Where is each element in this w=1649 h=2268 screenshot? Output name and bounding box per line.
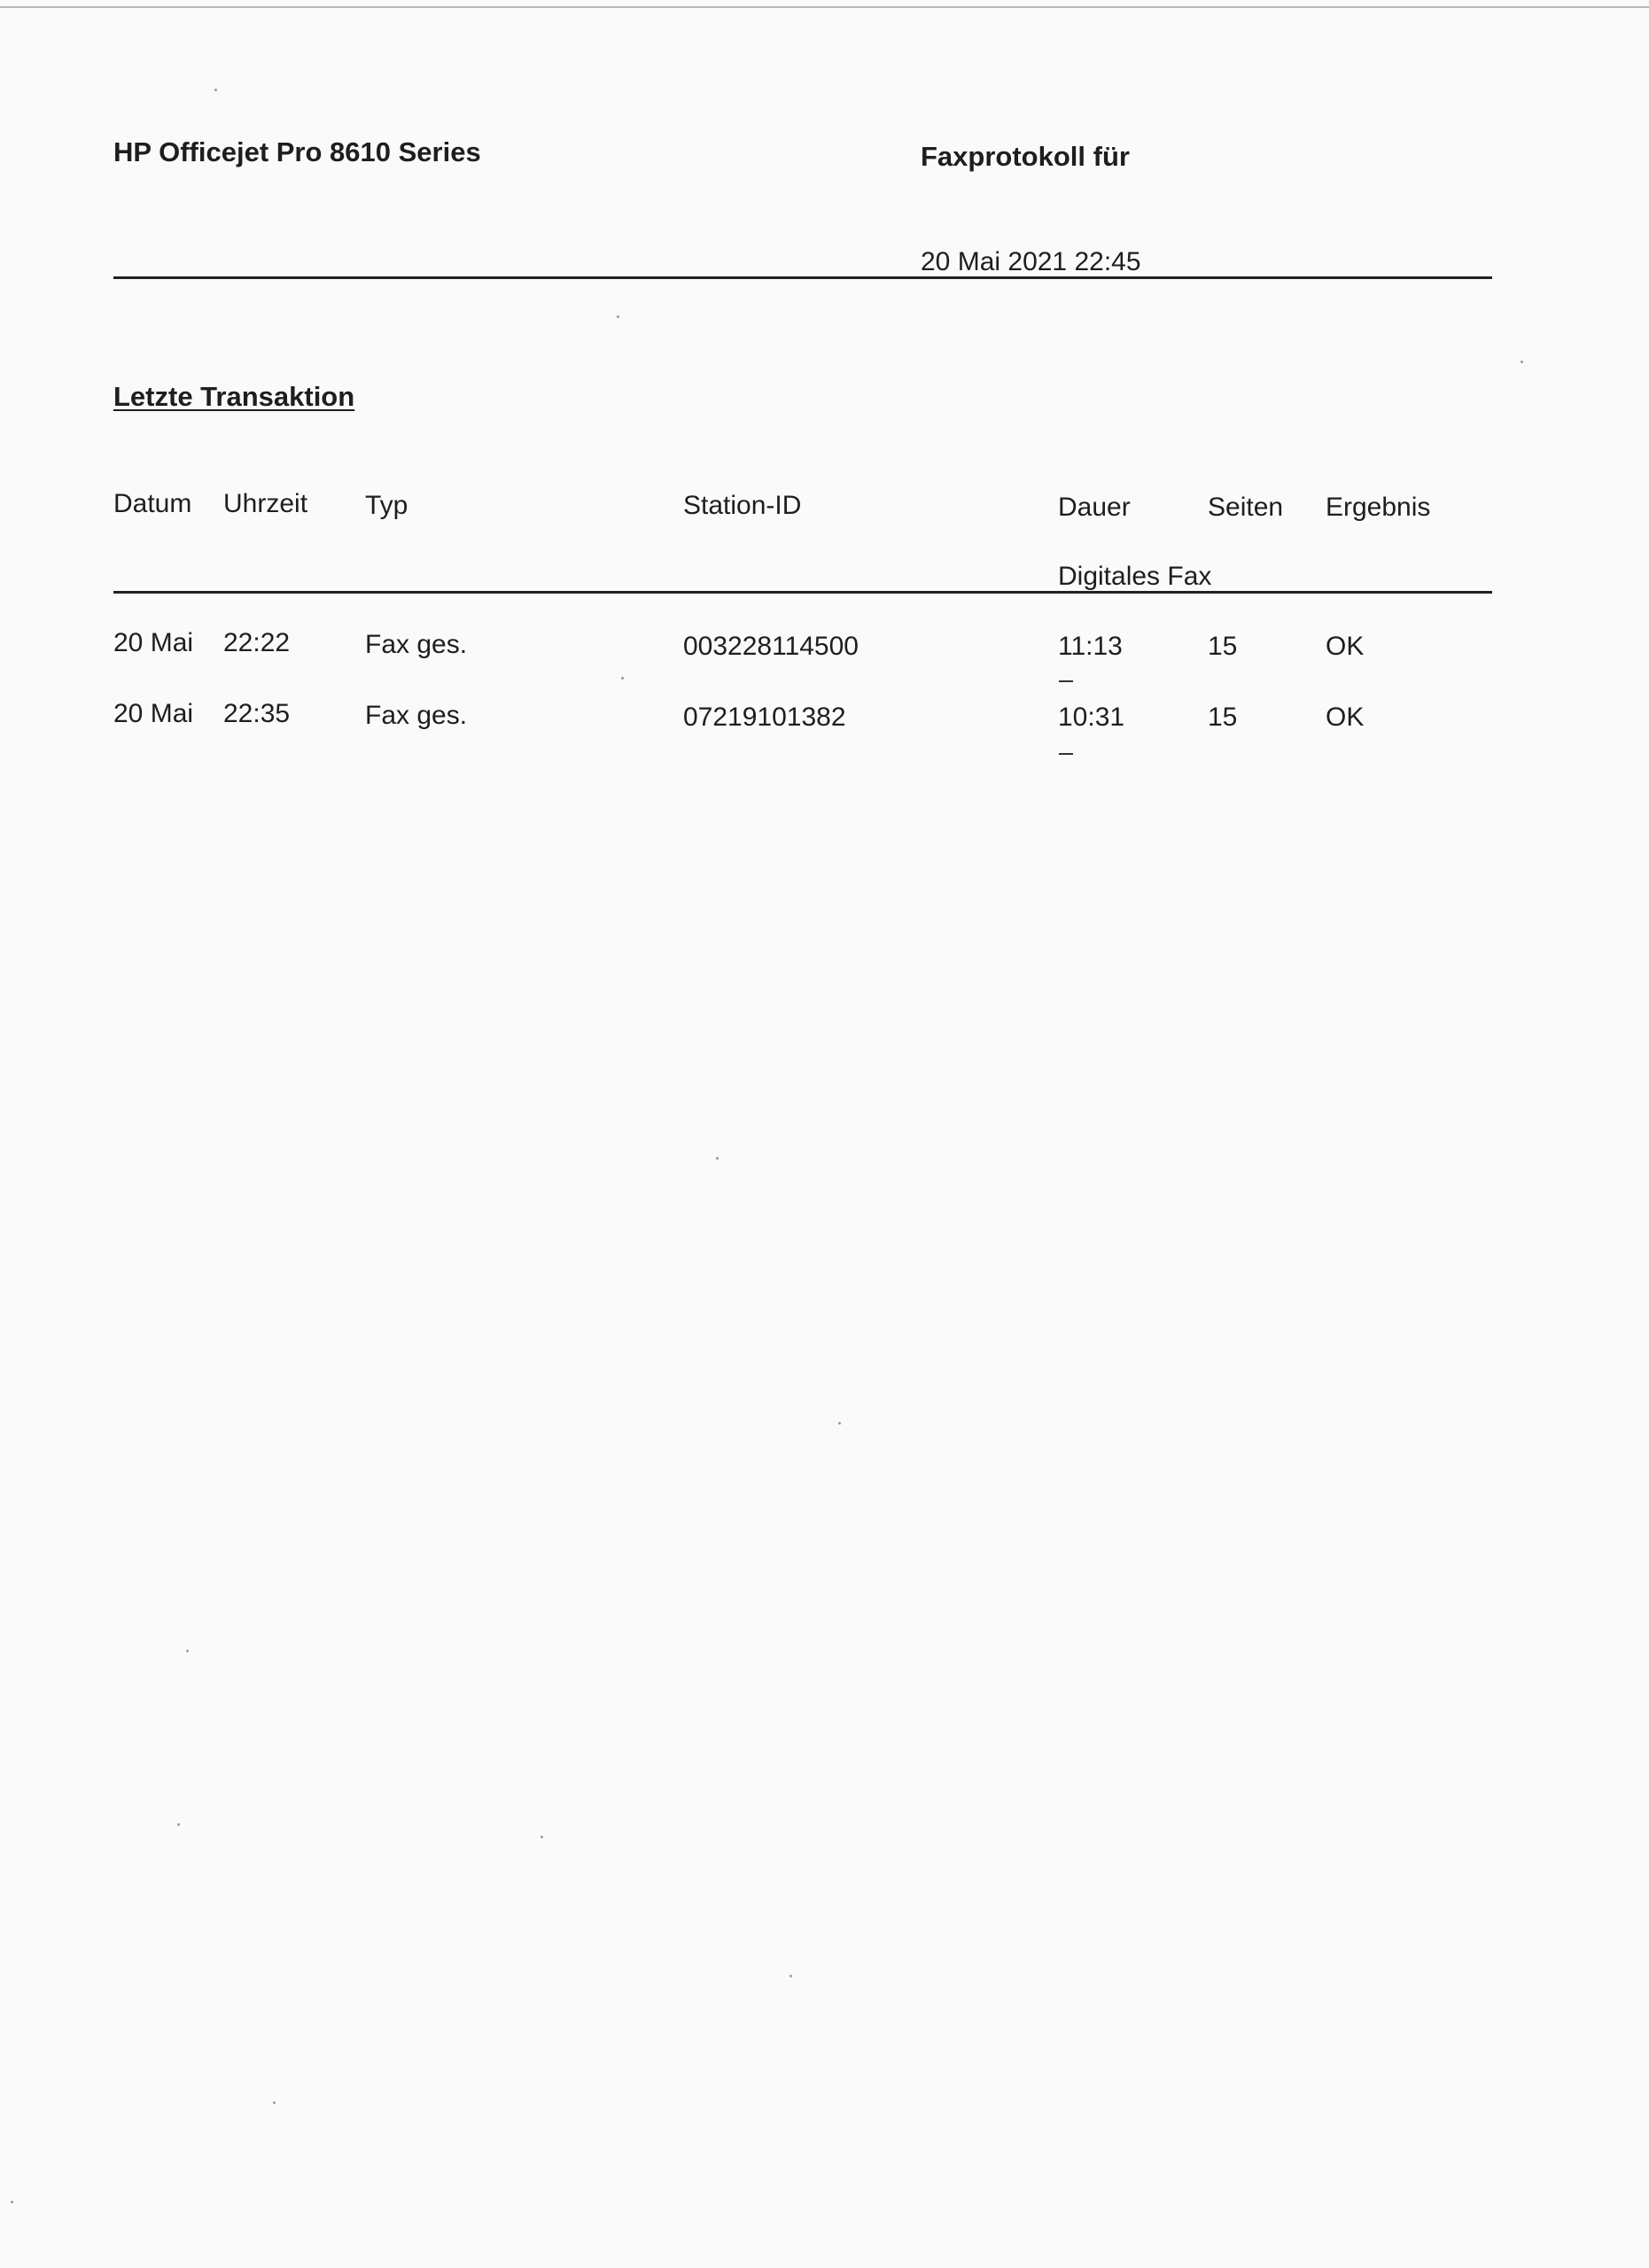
cell-seiten: 15	[1208, 632, 1238, 661]
column-header-datum: Datum	[113, 489, 192, 518]
cell-typ: Fax ges.	[365, 630, 468, 659]
dash-mark	[1059, 753, 1073, 755]
scan-speck	[617, 315, 619, 318]
header-divider	[113, 276, 1492, 279]
scan-speck	[214, 89, 217, 91]
scan-speck	[838, 1422, 841, 1425]
column-header-typ: Typ	[365, 491, 408, 520]
cell-uhrzeit: 22:22	[223, 628, 291, 657]
cell-dauer: 10:31	[1058, 703, 1125, 732]
table-subheader: Digitales Fax	[1058, 562, 1212, 591]
scan-speck	[177, 1823, 180, 1826]
device-name: HP Officejet Pro 8610 Series	[113, 136, 481, 167]
cell-uhrzeit: 22:35	[223, 699, 291, 728]
scan-speck	[716, 1157, 719, 1160]
column-header-uhrzeit: Uhrzeit	[223, 489, 308, 518]
dash-mark	[1059, 680, 1073, 682]
cell-seiten: 15	[1208, 703, 1238, 732]
report-datetime: 20 Mai 2021 22:45	[921, 247, 1141, 276]
scan-speck	[1521, 361, 1523, 363]
scan-speck	[789, 1975, 792, 1977]
column-header-dauer: Dauer	[1058, 493, 1131, 522]
column-header-seiten: Seiten	[1208, 493, 1284, 522]
cell-dauer: 11:13	[1058, 632, 1123, 661]
cell-ergebnis: OK	[1326, 632, 1365, 661]
scan-speck	[541, 1836, 543, 1838]
page-top-edge	[0, 6, 1649, 8]
column-header-station-id: Station-ID	[683, 491, 802, 520]
cell-ergebnis: OK	[1326, 703, 1365, 732]
scan-speck	[621, 677, 624, 680]
scan-speck	[186, 1650, 189, 1652]
scan-speck	[273, 2101, 276, 2104]
scan-speck	[11, 2201, 13, 2203]
cell-station-id: 07219101382	[683, 703, 846, 732]
table-header-divider	[113, 591, 1492, 594]
cell-station-id: 003228114500	[683, 632, 859, 661]
cell-datum: 20 Mai	[113, 628, 194, 657]
column-header-ergebnis: Ergebnis	[1326, 493, 1431, 522]
cell-datum: 20 Mai	[113, 699, 194, 728]
section-title: Letzte Transaktion	[113, 381, 355, 412]
cell-typ: Fax ges.	[365, 701, 468, 730]
report-title: Faxprotokoll für	[921, 141, 1130, 172]
